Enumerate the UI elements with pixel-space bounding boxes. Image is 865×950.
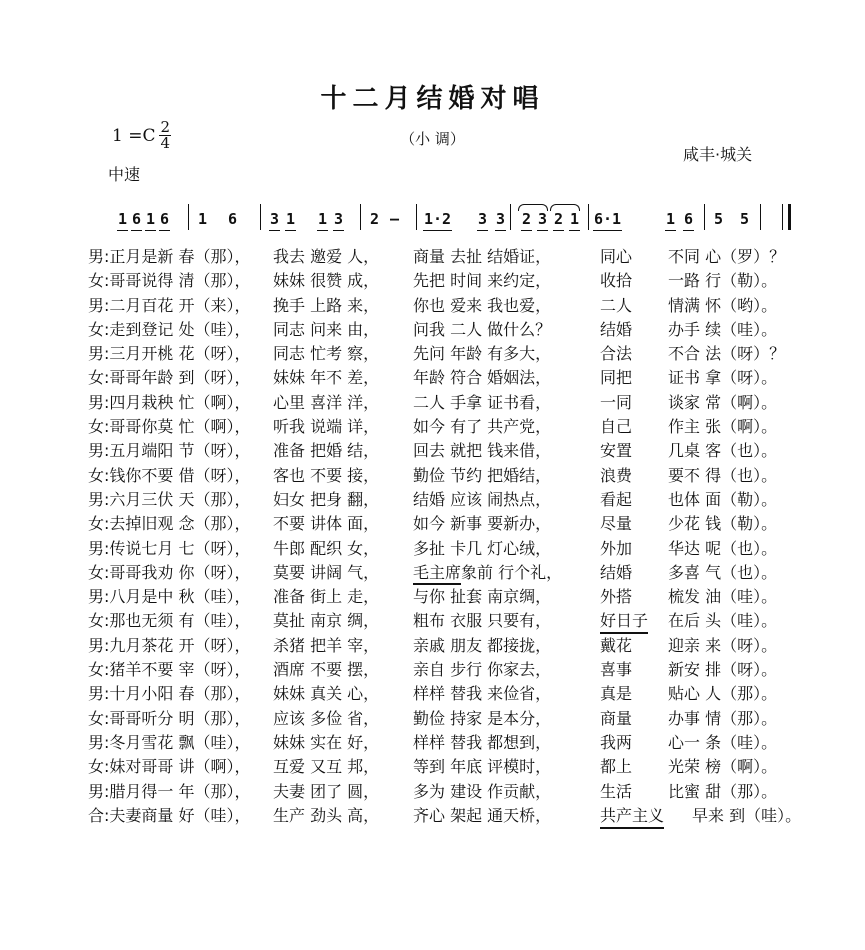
notation-note: 1·2	[424, 210, 452, 228]
lyric-segment: 商量 去扯 结婚证，	[413, 247, 552, 266]
lyric-segment: 男:九月茶花 开（呀），	[88, 635, 251, 655]
lyric-text: 象前 行个礼，	[461, 562, 563, 582]
lyric-segment: 男:冬月雪花 飘（哇），	[88, 732, 251, 752]
lyric-segment: 亲戚 朋友 都接拢，	[413, 635, 552, 655]
lyric-segment: 早来 到（哇）。	[692, 805, 802, 825]
lyric-segment: 男:八月是中 秋（哇），	[88, 587, 251, 607]
lyric-segment: 女:那也无须 有（哇），	[88, 611, 251, 631]
lyric-segment: 男:正月是新 春（那），	[88, 247, 251, 266]
lyric-segment: 应该 多俭 省，	[273, 708, 380, 728]
lyric-segment: 生活	[600, 781, 633, 801]
lyric-segment: 女:妹对哥哥 讲（啊），	[88, 757, 251, 777]
lyric-segment: 心一 条（哇）。	[668, 732, 778, 752]
lyric-segment: 作主 张（啊）。	[668, 417, 778, 437]
lyric-segment: 女:猪羊不要 宰（呀），	[88, 660, 251, 680]
lyric-segment: 样样 替我 来俭省，	[413, 684, 552, 704]
key-label: 1 =C	[112, 125, 156, 146]
lyric-segment: 我去 邀爱 人，	[273, 247, 380, 266]
lyric-segment: 女:哥哥听分 明（那），	[88, 708, 251, 728]
lyric-segment: 浪费	[600, 465, 633, 485]
lyric-segment: 自己	[600, 417, 633, 437]
notation-note: 6	[132, 210, 142, 228]
bar-line	[704, 204, 705, 230]
notation-note: 1	[286, 210, 296, 228]
lyric-segment: 男:腊月得一 年（那），	[88, 781, 251, 801]
lyric-segment: 证书 拿（呀）。	[668, 368, 778, 388]
notation-note: 2	[522, 210, 532, 228]
lyric-segment: 同志 问来 由，	[273, 319, 380, 339]
lyric-segment: 都上	[600, 757, 633, 777]
notation-note: 6·1	[594, 210, 622, 228]
lyric-segment: 结婚	[600, 319, 633, 339]
notation-note: 3	[478, 210, 488, 228]
lyric-segment: 夫妻 团了 圆，	[273, 781, 380, 801]
lyric-segment: 二人 手拿 证书看，	[413, 392, 552, 412]
lyric-segment: 女:去掉旧观 念（那），	[88, 514, 251, 534]
lyric-segment: 女:哥哥说得 清（那），	[88, 271, 251, 291]
lyric-segment: 问我 二人 做什么？	[413, 319, 552, 339]
lyric-segment: 听我 说端 详，	[273, 417, 380, 437]
lyric-segment: 女:走到登记 处（哇），	[88, 319, 251, 339]
notation-note: 3	[538, 210, 548, 228]
notation-note: 1	[118, 210, 128, 228]
notation-note: 1	[666, 210, 676, 228]
lyric-segment: 男:五月端阳 节（呀），	[88, 441, 251, 461]
lyric-segment: 男:三月开桃 花（呀），	[88, 344, 251, 364]
lyric-segment: 办事 情（那）。	[668, 708, 778, 728]
lyric-segment: 莫扯 南京 绸，	[273, 611, 380, 631]
lyric-segment: 要不 得（也）。	[668, 465, 778, 485]
lyric-segment: 你也 爱来 我也爱，	[413, 295, 552, 315]
song-region: 咸丰·城关	[683, 145, 753, 164]
lyric-segment: 我两	[600, 732, 633, 752]
lyric-segment: 杀猪 把羊 宰，	[273, 635, 380, 655]
notation-note: 5	[740, 210, 750, 228]
lyric-segment: 妹妹 实在 好，	[273, 732, 380, 752]
lyric-segment: 互爱 又互 邦，	[273, 757, 380, 777]
final-bar-line	[788, 204, 791, 230]
lyric-emphasis: 好日子	[600, 608, 648, 634]
lyric-segment: 一路 行（勒）。	[668, 271, 778, 291]
lyric-segment: 心里 喜洋 洋，	[273, 392, 380, 412]
lyric-segment: 不同 心（罗）？	[668, 247, 786, 266]
lyric-segment: 不合 法（呀）？	[668, 344, 786, 364]
lyric-segment: 看起	[600, 489, 633, 509]
lyric-segment: 男:传说七月 七（呀），	[88, 538, 251, 558]
lyric-segment: 外搭	[600, 587, 633, 607]
final-bar-line	[782, 204, 783, 230]
lyric-segment: 合:夫妻商量 好（哇），	[88, 805, 251, 825]
notation-note: 3	[334, 210, 344, 228]
lyric-segment: 样样 替我 都想到，	[413, 732, 552, 752]
lyric-segment: 不要 讲体 面，	[273, 514, 380, 534]
time-signature-top: 2	[160, 118, 171, 136]
bar-line	[188, 204, 189, 230]
lyric-segment: 妇女 把身 翻，	[273, 489, 380, 509]
jianpu-notation	[118, 204, 798, 236]
lyric-segment: 妹妹 很赞 成，	[273, 271, 380, 291]
lyric-segment: 妹妹 真关 心，	[273, 684, 380, 704]
lyric-segment: 女:哥哥年龄 到（呀），	[88, 368, 251, 388]
lyric-segment: 男:四月栽秧 忙（啊），	[88, 392, 251, 412]
lyric-segment: 多为 建设 作贡献，	[413, 781, 552, 801]
lyric-segment: 先问 年龄 有多大，	[413, 344, 552, 364]
lyric-segment: 办手 续（哇）。	[668, 319, 778, 339]
lyric-segment: 如今 有了 共产党，	[413, 417, 552, 437]
slur-mark	[550, 204, 580, 211]
lyric-segment: 男:六月三伏 天（那），	[88, 489, 251, 509]
notation-note: 3	[496, 210, 506, 228]
bar-line	[510, 204, 511, 230]
lyric-segment: 牛郎 配织 女，	[273, 538, 380, 558]
lyric-segment: 准备 街上 走，	[273, 587, 380, 607]
lyric-segment: 等到 年底 评模时，	[413, 757, 552, 777]
lyric-segment: 外加	[600, 538, 633, 558]
bar-line	[760, 204, 761, 230]
lyric-segment: 真是	[600, 684, 633, 704]
lyric-segment: 也体 面（勒）。	[668, 489, 778, 509]
lyric-segment: 比蜜 甜（那）。	[668, 781, 778, 801]
lyric-segment	[413, 560, 562, 583]
bar-line	[260, 204, 261, 230]
lyric-segment: 年龄 符合 婚姻法，	[413, 368, 552, 388]
notation-note: 6	[160, 210, 170, 228]
lyric-segment: 新安 排（呀）。	[668, 660, 778, 680]
lyric-segment: 戴花	[600, 635, 633, 655]
bar-line	[588, 204, 589, 230]
lyric-segment: 迎亲 来（呀）。	[668, 635, 778, 655]
lyric-segment: 客也 不要 接，	[273, 465, 380, 485]
lyric-segment: 齐心 架起 通天桥，	[413, 805, 552, 825]
notation-note: 1	[198, 210, 208, 228]
notation-note: —	[390, 210, 400, 228]
lyric-segment: 一同	[600, 392, 633, 412]
notation-note: 6	[684, 210, 694, 228]
notation-note: 1	[318, 210, 328, 228]
notation-note: 5	[714, 210, 724, 228]
lyric-segment: 多喜 气（也）。	[668, 562, 778, 582]
lyric-segment: 女:钱你不要 借（呀），	[88, 465, 251, 485]
lyric-segment: 挽手 上路 来，	[273, 295, 380, 315]
notation-note: 3	[270, 210, 280, 228]
time-signature-bottom: 4	[160, 134, 171, 152]
lyric-segment: 光荣 榜（啊）。	[668, 757, 778, 777]
lyric-segment: 女:哥哥我劝 你（呀），	[88, 562, 251, 582]
lyric-segment: 同志 忙考 察，	[273, 344, 380, 364]
lyric-segment: 结婚	[600, 562, 633, 582]
lyric-segment: 二人	[600, 295, 633, 315]
notation-note: 6	[228, 210, 238, 228]
lyric-segment: 男:二月百花 开（来），	[88, 295, 251, 315]
lyric-segment: 勤俭 节约 把婚结，	[413, 465, 552, 485]
lyric-segment: 梳发 油（哇）。	[668, 587, 778, 607]
lyric-segment: 男:十月小阳 春（那），	[88, 684, 251, 704]
lyric-segment: 安置	[600, 441, 633, 461]
lyric-segment: 喜事	[600, 660, 633, 680]
lyric-segment: 如今 新事 要新办，	[413, 514, 552, 534]
lyric-segment: 先把 时间 来约定，	[413, 271, 552, 291]
lyric-segment: 收拾	[600, 271, 633, 291]
lyric-segment: 合法	[600, 344, 633, 364]
lyric-segment: 商量	[600, 708, 633, 728]
lyric-segment: 与你 扯套 南京绸，	[413, 587, 552, 607]
bar-line	[416, 204, 417, 230]
lyric-emphasis: 毛主席	[413, 563, 461, 585]
lyric-segment: 同心	[600, 247, 633, 266]
lyric-segment: 回去 就把 钱来借，	[413, 441, 552, 461]
song-subtitle: （小 调）	[400, 130, 465, 148]
lyric-segment: 多扯 卡几 灯心绒，	[413, 538, 552, 558]
lyric-segment: 亲自 步行 你家去，	[413, 660, 552, 680]
lyric-segment: 粗布 衣服 只要有，	[413, 611, 552, 631]
lyric-segment: 酒席 不要 摆，	[273, 660, 380, 680]
bar-line	[360, 204, 361, 230]
lyric-segment: 华达 呢（也）。	[668, 538, 778, 558]
song-title: 十二月结婚对唱	[320, 84, 545, 114]
lyric-segment: 尽量	[600, 514, 633, 534]
lyric-segment: 女:哥哥你莫 忙（啊），	[88, 417, 251, 437]
slur-mark	[518, 204, 548, 211]
notation-note: 2	[370, 210, 380, 228]
lyric-segment: 贴心 人（那）。	[668, 684, 778, 704]
lyric-segment: 勤俭 持家 是本分，	[413, 708, 552, 728]
lyric-segment: 结婚 应该 闹热点，	[413, 489, 552, 509]
lyric-segment: 同把	[600, 368, 633, 388]
notation-note: 1	[146, 210, 156, 228]
lyric-emphasis: 共产主义	[600, 803, 664, 829]
lyric-segment: 少花 钱（勒）。	[668, 514, 778, 534]
tempo-marking: 中速	[108, 165, 141, 184]
notation-note: 2	[554, 210, 564, 228]
lyric-segment: 几桌 客（也）。	[668, 441, 778, 461]
lyric-segment: 谈家 常（啊）。	[668, 392, 778, 412]
notation-note: 1	[570, 210, 580, 228]
lyric-segment: 在后 头（哇）。	[668, 611, 778, 631]
lyric-segment: 妹妹 年不 差，	[273, 368, 380, 388]
lyric-segment: 生产 劲头 高，	[273, 805, 380, 825]
lyric-segment: 莫要 讲阔 气，	[273, 562, 380, 582]
lyric-segment: 准备 把婚 结，	[273, 441, 380, 461]
lyric-segment: 情满 怀（哟）。	[668, 295, 778, 315]
